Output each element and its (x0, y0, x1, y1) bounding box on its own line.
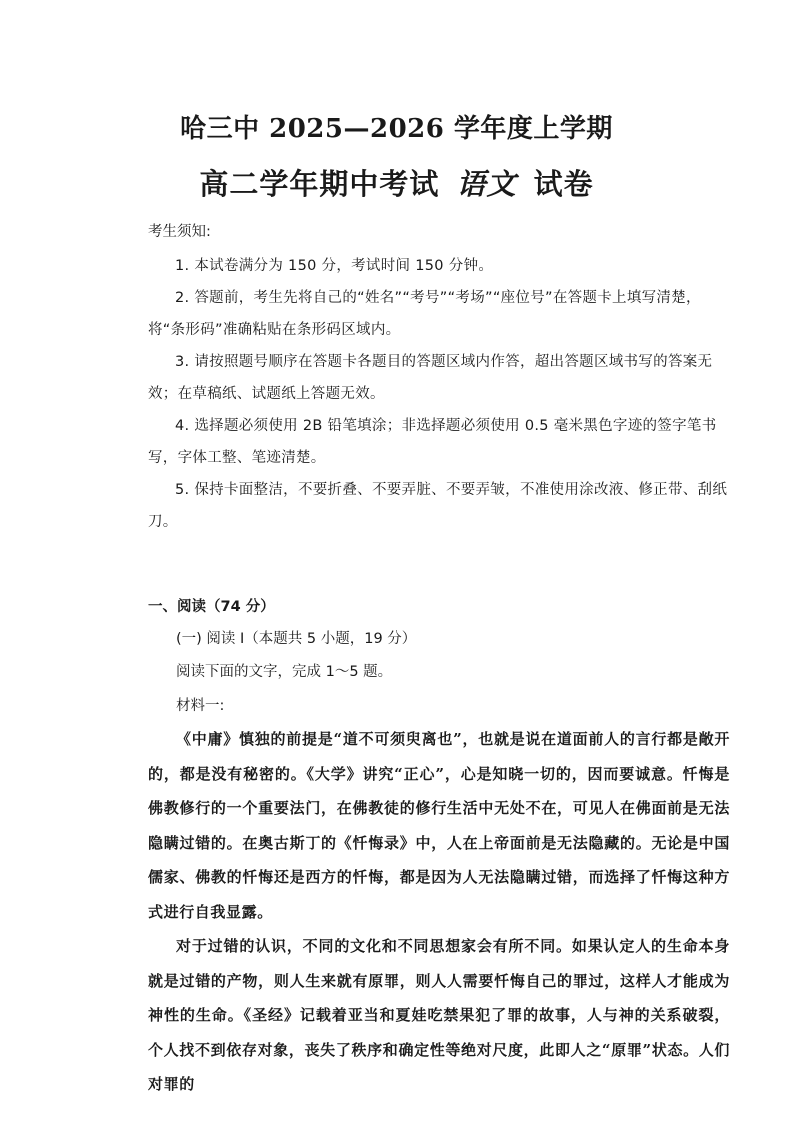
instruction-text: 阅读下面的文字，完成 1～5 题。 (176, 664, 393, 680)
notice-item-4: 4. 选择题必须使用 2B 铅笔填涂；非选择题必须使用 0.5 毫米黑色字迹的签字笔书写，字体工整、笔迹清楚。 (148, 418, 717, 466)
section-heading: 一、阅读（74 分） (148, 599, 275, 615)
notice-item-3: 3. 请按照题号顺序在答题卡各题目的答题区域内作答，超出答题区域书写的答案无效；在草稿纸、试题纸上答题无效。 (148, 354, 713, 402)
exam-title-line2 (0, 162, 793, 203)
notice-item-2: 2. 答题前，考生先将自己的“姓名”“考号”“考场”“座位号”在答题卡上填写清楚，将“条形码”准确粘贴在条形码区域内。 (148, 290, 701, 338)
notice-item-5: 5. 保持卡面整洁，不要折叠、不要弄脏、不要弄皱，不准使用涂改液、修正带、刮纸刀。 (148, 482, 728, 530)
notice-item-1: 1. 本试卷满分为 150 分，考试时间 150 分钟。 (175, 258, 494, 274)
material-paragraph-1: 《中庸》慎独的前提是“道不可须臾离也”，也就是说在道面前人的言行都是敞开的，都是没有秘密的。《大学》讲究“正心”，心是知晓一切的，因而要诚意。忏悔是佛教修行的一个重要法门，在佛教徒的修行生活中无处不在，可见人在佛面前是无法隐瞒过错的。在奥古斯丁的《忏悔录》中，人在上帝面前是无法隐藏的。无论是中国儒家、佛教的忏悔还是西方的忏悔，都是因为人无法隐瞒过错，而选择了忏悔这种方式进行自我显露。 (148, 730, 730, 921)
subsection-heading: (一) 阅读 I（本题共 5 小题，19 分） (176, 631, 417, 647)
notice-heading: 考生须知: (148, 224, 211, 240)
material-paragraph-2: 对于过错的认识，不同的文化和不同思想家会有所不同。如果认定人的生命本身就是过错的产物，则人生来就有原罪，则人人需要忏悔自己的罪过，这样人才能成为神性的生命。《圣经》记载着亚当和夏娃吃禁果犯了罪的故事，人与神的关系破裂，个人找不到依存对象，丧失了秩序和确定性等绝对尺度，此即人之“原罪”状态。人们对罪的 (148, 937, 730, 1093)
exam-title-part-a: 高二学年期中考试 (199, 167, 440, 201)
exam-subject: 语文 (456, 167, 517, 201)
material-label: 材料一: (176, 698, 225, 714)
exam-title-line1: 哈三中 2025—2026 学年度上学期 (180, 114, 613, 144)
exam-title-part-b: 试卷 (533, 167, 594, 201)
